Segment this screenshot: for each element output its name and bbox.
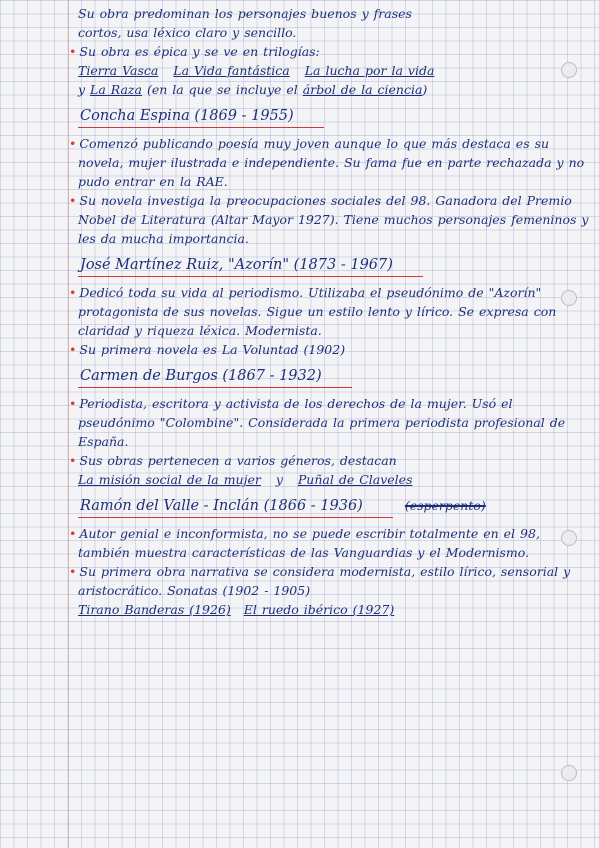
section-heading: José Martínez Ruiz, "Azorín" (1873 - 1967) [78, 255, 423, 277]
intro-bullet: • Su obra es épica y se ve en trilogías: [78, 42, 590, 61]
raza-line: y La Raza (en la que se incluye el árbol de la ciencia) [78, 82, 428, 97]
intro-line: Su obra predominan los personajes buenos y frases [78, 6, 412, 21]
paragraph: • Periodista, escritora y activista de los derechos de la mujer. Usó el pseudónimo "Colombine". Considerada la primera periodista profesional de España. [78, 394, 590, 451]
trilogy-title: La lucha por la vida [304, 63, 435, 78]
notes-content [78, 4, 590, 619]
work-title: La misión social de la mujer [78, 472, 261, 487]
raza-title: La Raza [90, 82, 142, 97]
paragraph: • Su primera obra narrativa se considera modernista, estilo lírico, sensorial y aristocrático. Sonatas (1902 - 1905) [78, 562, 590, 600]
intro-line: cortos, usa léxico claro y sencillo. [78, 25, 297, 40]
section-tag: (esperpento) [404, 498, 486, 513]
works-line [78, 600, 590, 619]
paragraph: • Sus obras pertenecen a varios géneros, destacan [78, 451, 590, 470]
paragraph: • Autor genial e inconformista, no se puede escribir totalmente en el 98, también muestra características de las Vanguardias y el Modernismo. [78, 524, 590, 562]
trilogy-title: La Vida fantástica [173, 63, 290, 78]
trilogy-list [78, 61, 590, 80]
trilogy-title: Tierra Vasca [78, 63, 159, 78]
works-line: La misión social de la mujer y Puñal de Claveles [78, 472, 413, 487]
section-heading: Ramón del Valle - Inclán (1866 - 1936) [78, 496, 393, 518]
section-heading: Carmen de Burgos (1867 - 1932) [78, 366, 352, 388]
paragraph: • Su primera novela es La Voluntad (1902) [78, 340, 590, 359]
paragraph: • Dedicó toda su vida al periodismo. Utilizaba el pseudónimo de "Azorín" protagonista de sus novelas. Sigue un estilo lento y lírico. Se expresa con claridad y riqueza léxica. Modernista. [78, 283, 590, 340]
work-title: El ruedo ibérico (1927) [243, 602, 395, 617]
margin-line [68, 0, 69, 848]
binder-hole [561, 765, 577, 781]
arbol-title: árbol de la ciencia [302, 82, 423, 97]
section-heading: Concha Espina (1869 - 1955) [78, 106, 324, 128]
work-title: Puñal de Claveles [297, 472, 413, 487]
paragraph: • Su novela investiga la preocupaciones sociales del 98. Ganadora del Premio Nobel de Literatura (Altar Mayor 1927). Tiene muchos personajes femeninos y les da mucha importancia. [78, 191, 590, 248]
work-title: Tirano Banderas (1926) [78, 602, 231, 617]
paragraph: • Comenzó publicando poesía muy joven aunque lo que más destaca es su novela, mujer ilustrada e independiente. Su fama fue en parte rechazada y no pudo entrar en la RAE. [78, 134, 590, 191]
